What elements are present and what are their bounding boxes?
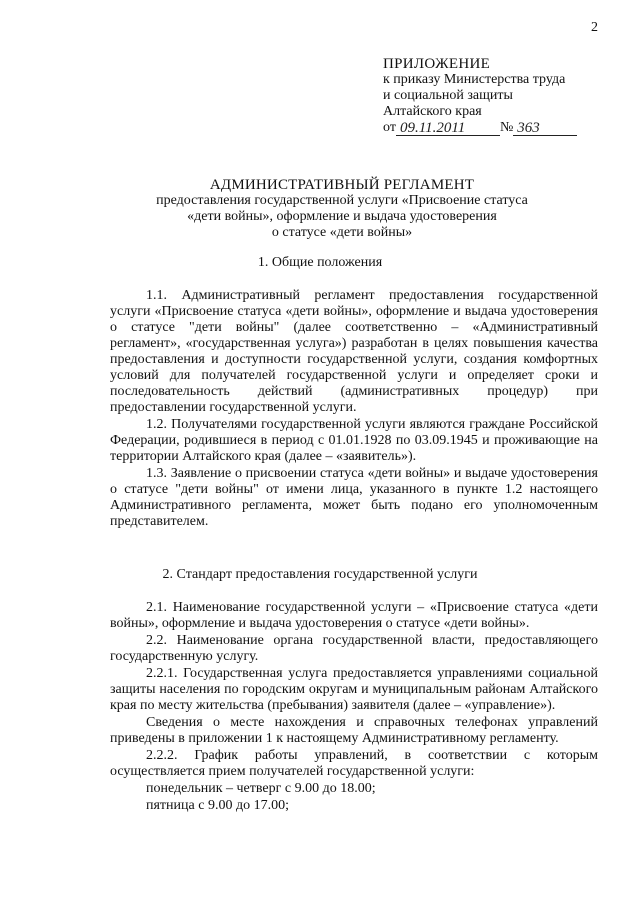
- paragraph: 2.1. Наименование государственной услуги – «Присвоение статуса «дети войны», оформление и выдача удостоверения о статусе «дети войны».: [110, 600, 598, 631]
- appendix-heading: ПРИЛОЖЕНИЕ: [383, 56, 491, 72]
- title-line: о статусе «дети войны»: [271, 225, 413, 240]
- paragraph: 1.1. Административный регламент предоставления государственной услуги «Присвоение статуса «дети войны», оформление и выдача удостоверения о статусе "дети войны" (далее соответственно – «Административный регламент», «государственная услуга») разработан в целях повышения качества предоставления и доступности государственной услуги, создания комфортных условий для получателей государственной услуги и определяет сроки и последовательность действий (административных процедур) при предоставлении государственной услуги.: [110, 288, 598, 415]
- appendix-line: Алтайского края: [383, 104, 482, 119]
- section-heading-1: 1. Общие положения: [257, 255, 383, 270]
- paragraph: 2.2. Наименование органа государственной власти, предоставляющего государственную услугу.: [110, 633, 598, 664]
- regulation-title: [100, 177, 584, 241]
- paragraph: 1.2. Получателями государственной услуги являются граждане Российской Федерации, родившиеся в период с 01.01.1928 по 03.09.1945 и проживающие на территории Алтайского края (далее – «заявитель»).: [110, 417, 598, 464]
- order-date-number: [383, 120, 613, 136]
- title-main: АДМИНИСТРАТИВНЫЙ РЕГЛАМЕНТ: [209, 177, 475, 193]
- section-2-body: [110, 600, 598, 814]
- from-label: от: [383, 120, 396, 135]
- schedule-line: пятница с 9.00 до 17.00;: [146, 798, 289, 813]
- handwritten-date: 09.11.2011: [396, 121, 500, 136]
- paragraph: 2.2.2. График работы управлений, в соответствии с которым осуществляется прием получателей государственной услуги:: [110, 748, 598, 779]
- appendix-line: к приказу Министерства труда: [383, 72, 566, 87]
- schedule-line: понедельник – четверг с 9.00 до 18.00;: [146, 781, 376, 796]
- section-heading-2: 2. Стандарт предоставления государственной услуги: [162, 567, 478, 582]
- page-number: 2: [591, 20, 598, 35]
- paragraph: 2.2.1. Государственная услуга предоставляется управлениями социальной защиты населения по городским округам и муниципальным районам Алтайского края по месту жительства (пребывания) заявителя (далее – «управление»).: [110, 666, 598, 713]
- appendix-line: и социальной защиты: [383, 88, 513, 103]
- number-label: №: [499, 120, 514, 135]
- section-1-body: [110, 288, 598, 530]
- title-line: «дети войны», оформление и выдача удостоверения: [187, 209, 497, 224]
- paragraph: Сведения о месте нахождения и справочных телефонах управлений приведены в приложении 1 к настоящему Административному регламенту.: [110, 715, 598, 746]
- paragraph: 1.3. Заявление о присвоении статуса «дети войны» и выдаче удостоверения о статусе "дети войны" от имени лица, указанного в пункте 1.2 настоящего Административного регламента, может быть подано его уполномоченным представителем.: [110, 466, 598, 529]
- handwritten-number: 363: [513, 121, 577, 136]
- title-line: предоставления государственной услуги «Присвоение статуса: [156, 193, 528, 208]
- appendix-block: [383, 56, 613, 136]
